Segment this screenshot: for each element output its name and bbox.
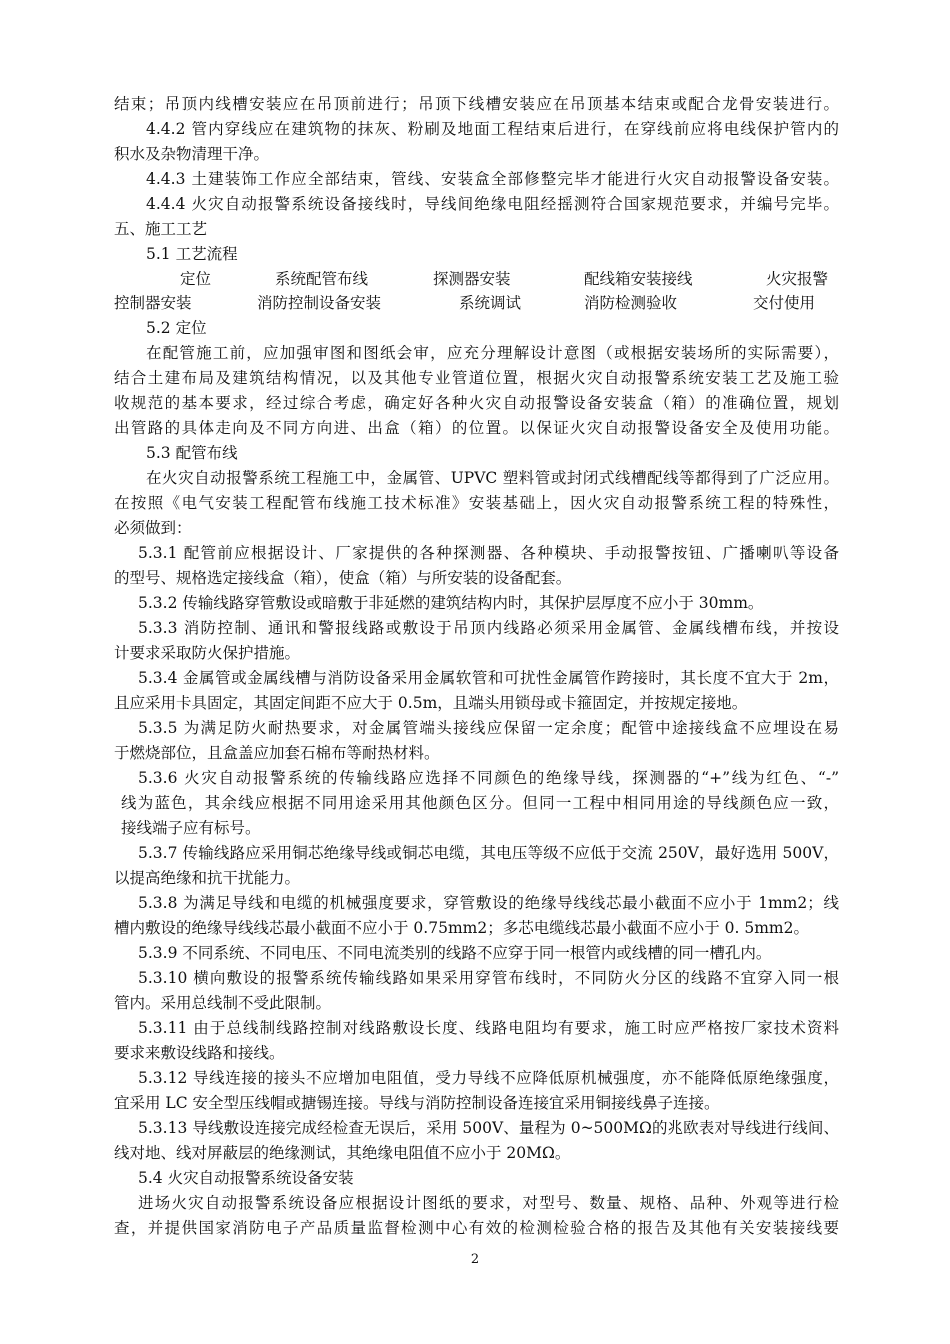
paragraph-line: 4.4.4 火灾自动报警系统设备接线时，导线间绝缘电阻经摇测符合国家规范要求，并编号完毕。 [146,195,839,213]
section-heading: 五、施工工艺 [114,220,208,238]
flow-step: 消防检测验收 [584,294,678,312]
paragraph-line: 管内。采用总线制不受此限制。 [114,994,332,1012]
paragraph-line: 4.4.3 土建装饰工作应全部结束，管线、安装盒全部修整完毕才能进行火灾自动报警设备安装。 [146,170,839,188]
page-number: 2 [470,1252,480,1267]
flow-step: 交付使用 [753,294,816,312]
paragraph-line: 积水及杂物清理干净。 [114,145,270,163]
paragraph-line: 要求来敷设线路和接线。 [114,1044,285,1062]
subsection-heading: 5.4 火灾自动报警系统设备安装 [138,1169,354,1187]
paragraph-line: 5.3.11 由于总线制线路控制对线路敷设长度、线路电阻均有要求，施工时应严格按厂家技术资料 [138,1019,839,1037]
paragraph-line: 5.3.12 导线连接的接头不应增加电阻值，受力导线不应降低原机械强度，亦不能降低原绝缘强度， [138,1069,839,1087]
paragraph-line: 查，并提供国家消防电子产品质量监督检测中心有效的检测检验合格的报告及其他有关安装接线要 [114,1219,839,1237]
flow-step: 消防控制设备安装 [257,294,382,312]
paragraph-line: 出管路的具体走向及不同方向进、出盒（箱）的位置。以保证火灾自动报警设备安全及使用功能。 [114,419,839,437]
paragraph-line: 结束；吊顶内线槽安装应在吊顶前进行；吊顶下线槽安装应在吊顶基本结束或配合龙骨安装进行。 [114,95,839,113]
paragraph-line: 必须做到： [114,519,192,537]
flow-step: 系统调试 [459,294,522,312]
paragraph-line: 线对地、线对屏蔽层的绝缘测试，其绝缘电阻值不应小于 20MΩ。 [114,1144,571,1162]
paragraph-line: 在配管施工前，应加强审图和图纸会审，应充分理解设计意图（或根据安装场所的实际需要）， [146,344,839,362]
paragraph-line: 5.3.13 导线敷设连接完成经检查无误后，采用 500V、量程为 0~500MΩ的兆欧表对导线进行线间、 [138,1119,839,1137]
paragraph-line: 结合土建布局及建筑结构情况，以及其他专业管道位置，根据火灾自动报警系统安装工艺及施工验 [114,369,839,387]
paragraph-line: 计要求采取防火保护措施。 [114,644,301,662]
paragraph-line: 5.3.2 传输线路穿管敷设或暗敷于非延燃的建筑结构内时，其保护层厚度不应小于 30mm。 [138,594,764,612]
paragraph-line: 4.4.2 管内穿线应在建筑物的抹灰、粉刷及地面工程结束后进行，在穿线前应将电线保护管内的 [146,120,839,138]
paragraph-line: 接线端子应有标号。 [121,819,261,837]
paragraph-line: 5.3.1 配管前应根据设计、厂家提供的各种探测器、各种模块、手动报警按钮、广播喇叭等设备 [138,544,839,562]
paragraph-line: 5.3.6 火灾自动报警系统的传输线路应选择不同颜色的绝缘导线，探测器的“+”线为红色、“-” [138,769,839,787]
paragraph-line: 5.3.7 传输线路应采用铜芯绝缘导线或铜芯电缆，其电压等级不应低于交流 250V，最好选用 500V， [138,844,839,862]
flow-step: 探测器安装 [433,270,511,288]
paragraph-line: 收规范的基本要求，经过综合考虑，确定好各种火灾自动报警设备安装盒（箱）的准确位置，规划 [114,394,839,412]
flow-step: 系统配管布线 [275,270,369,288]
flow-step: 火灾报警 [766,270,829,288]
paragraph-line: 槽内敷设的绝缘导线线芯最小截面不应小于 0.75mm2；多芯电缆线芯最小截面不应小于 0. 5mm2。 [114,919,809,937]
flow-step: 定位 [180,270,212,288]
paragraph-line: 5.3.8 为满足导线和电缆的机械强度要求，穿管敷设的绝缘导线线芯最小截面不应小于 1mm2；线 [138,894,839,912]
paragraph-line: 5.3.9 不同系统、不同电压、不同电流类别的线路不应穿于同一根管内或线槽的同一槽孔内。 [138,944,772,962]
paragraph-line: 以提高绝缘和抗干扰能力。 [114,869,301,887]
paragraph-line: 5.3.4 金属管或金属线槽与消防设备采用金属软管和可扰性金属管作跨接时，其长度不宜大于 2m， [138,669,839,687]
process-flow-row-2 [114,293,839,313]
flow-step: 控制器安装 [114,294,192,312]
paragraph-line: 宜采用 LC 安全型压线帽或搪锡连接。导线与消防控制设备连接宜采用铜接线鼻子连接。 [114,1094,720,1112]
paragraph-line: 5.3.10 横向敷设的报警系统传输线路如果采用穿管布线时，不同防火分区的线路不宜穿入同一根 [138,969,839,987]
paragraph-line: 的型号、规格选定接线盒（箱），使盒（箱）与所安装的设备配套。 [114,569,572,587]
paragraph-line: 进场火灾自动报警系统设备应根据设计图纸的要求，对型号、数量、规格、品种、外观等进行检 [138,1194,839,1212]
subsection-heading: 5.2 定位 [146,319,207,337]
subsection-heading: 5.1 工艺流程 [146,245,238,263]
paragraph-line: 5.3.5 为满足防火耐热要求，对金属管端头接线应保留一定余度；配管中途接线盒不应埋设在易 [138,719,839,737]
paragraph-line: 在按照《电气安装工程配管布线施工技术标准》安装基础上，因火灾自动报警系统工程的特殊性， [114,494,839,512]
subsection-heading: 5.3 配管布线 [146,444,238,462]
paragraph-line: 在火灾自动报警系统工程施工中，金属管、UPVC 塑料管或封闭式线槽配线等都得到了广泛应用。 [146,469,839,487]
paragraph-line: 且应采用卡具固定，其固定间距不应大于 0.5m，且端头用锁母或卡箍固定，并按规定接地。 [114,694,748,712]
paragraph-line: 线为蓝色，其余线应根据不同用途采用其他颜色区分。但同一工程中相同用途的导线颜色应一致， [121,794,839,812]
paragraph-line: 于燃烧部位，且盒盖应加套石棉布等耐热材料。 [114,744,440,762]
paragraph-line: 5.3.3 消防控制、通讯和警报线路或敷设于吊顶内线路必须采用金属管、金属线槽布线，并按设 [138,619,839,637]
process-flow-row-1 [114,269,839,289]
flow-step: 配线箱安装接线 [584,270,693,288]
